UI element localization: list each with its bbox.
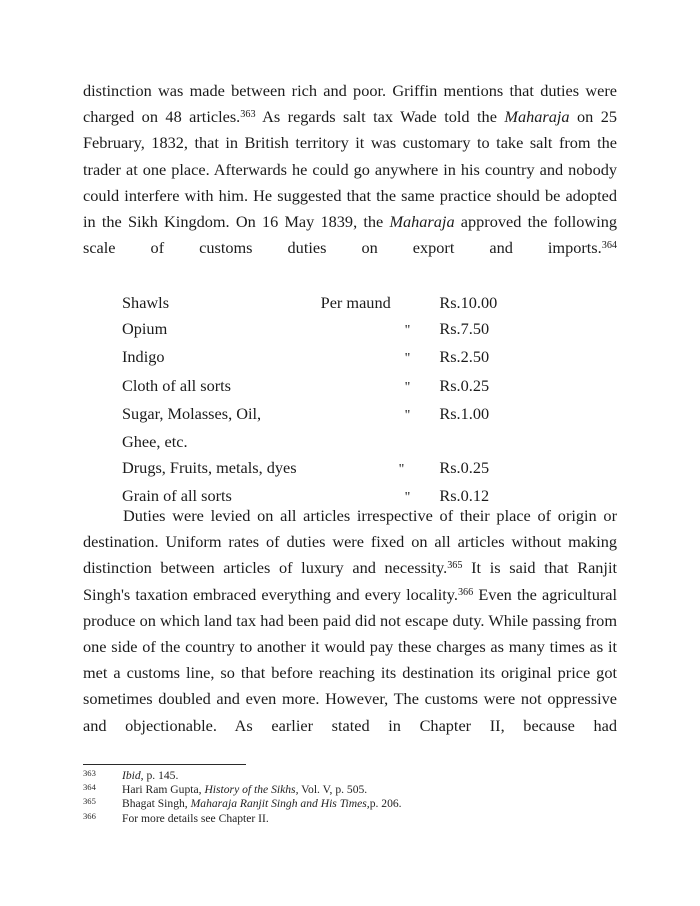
duties-table-row	[122, 429, 542, 455]
footnote-number: 364	[83, 782, 96, 793]
duties-table-row	[122, 344, 542, 372]
duty-item-label: Ghee, etc.	[122, 432, 188, 452]
duty-amount: Rs.0.25	[439, 375, 490, 395]
footnote-reference: 364	[601, 240, 617, 252]
ditto-mark: "	[404, 351, 411, 367]
footnotes-block	[83, 769, 617, 826]
duty-item-label: Cloth of all sorts	[122, 375, 231, 395]
customs-duties-table	[122, 290, 542, 512]
footnote-entry	[83, 783, 617, 797]
duties-table-row	[122, 373, 542, 401]
duty-amount	[439, 429, 542, 455]
footnote-entry	[83, 769, 617, 783]
duty-amount: Rs.7.50	[439, 319, 490, 339]
duties-table-row	[122, 455, 542, 483]
duty-unit	[321, 401, 440, 429]
duties-table-row	[122, 401, 542, 429]
unit-text: Per maund	[320, 293, 391, 312]
duty-item-label: Opium	[122, 319, 168, 339]
footnote-number: 363	[83, 768, 96, 778]
paragraph-1: distinction was made between rich and poor. Griffin mentions that duties were charged on 48 articles.$^{363}$ As regards salt tax Wade told the Maharaja on 25 February, 1832, that in British territory it was customary to take salt from the trader at one place. Afterwards he could go anywhere in his country and nobody could interfere with him. He suggested that the same practice should be adopted in the Sikh Kingdom. On 16 May 1839, the Maharaja approved the following scale of customs duties on export and imports.$^{364}$	[83, 81, 617, 258]
italic-text: Maharaja	[389, 212, 455, 232]
duty-unit	[321, 429, 440, 455]
italic-text: History of the Sikhs,	[204, 783, 299, 797]
footnote-number: 366	[83, 810, 96, 821]
ditto-mark: "	[404, 323, 411, 339]
duty-item-label: Indigo	[122, 347, 165, 367]
footnote-entry	[83, 812, 617, 826]
italic-text: Maharaja Ranjit Singh and His Times,	[190, 797, 370, 811]
duty-item-label: Shawls	[122, 293, 170, 312]
duties-table-row	[122, 290, 542, 316]
footnote-text: Hari Ram Gupta, History of the Sikhs, Vol. V, p. 505.	[122, 783, 368, 797]
duty-amount: Rs.1.00	[439, 403, 490, 423]
duty-unit	[321, 290, 440, 316]
footnote-text: For more details see Chapter II.	[122, 811, 269, 825]
ditto-mark: "	[404, 407, 411, 423]
duty-item-label: Sugar, Molasses, Oil,	[122, 403, 262, 423]
duty-unit	[321, 455, 440, 483]
ditto-mark: "	[404, 379, 411, 395]
duty-amount: Rs.0.12	[439, 486, 490, 506]
paragraph-2: Duties were levied on all articles irrespective of their place of origin or destination. Uniform rates of duties were fixed on all articles without making distinction between articles of luxury and necessity.$^{365}$ It is said that Ranjit Singh's taxation embraced everything and every locality.$^{366}$ Even the agricultural produce on which land tax had been paid did not escape duty. While passing from one side of the country to another it would pay these charges as many times as it met a customs line, so that before reaching its destination its original price got sometimes doubled and even more. However, The customs were not oppressive and objectionable. As earlier stated in Chapter II, because had	[83, 506, 618, 735]
duty-amount: Rs.2.50	[439, 347, 490, 367]
ditto-mark: "	[404, 490, 411, 506]
footnote-number: 365	[83, 796, 96, 807]
italic-text: Ibid,	[122, 769, 144, 782]
footnote-text: Bhagat Singh, Maharaja Ranjit Singh and His Times,p. 206.	[122, 797, 402, 811]
duty-unit	[321, 483, 440, 511]
duty-item-label: Grain of all sorts	[122, 486, 232, 506]
duty-unit	[321, 344, 440, 372]
footnote-text: Ibid, p. 145.	[122, 769, 179, 782]
duty-item-label: Drugs, Fruits, metals, dyes	[122, 458, 297, 478]
footnote-reference: 363	[240, 109, 256, 121]
duties-table-body	[122, 290, 542, 512]
duty-amount: Rs.10.00	[439, 293, 498, 312]
footnote-entry	[83, 797, 617, 811]
duties-table-row	[122, 316, 542, 344]
footnote-reference: 366	[457, 586, 474, 598]
duty-amount: Rs.0.25	[439, 458, 490, 478]
duties-table-row	[122, 483, 542, 511]
ditto-mark: "	[398, 462, 405, 478]
footnote-separator-rule	[83, 764, 246, 765]
footnote-reference: 365	[447, 560, 463, 572]
duty-unit	[321, 373, 440, 401]
italic-text: Maharaja	[504, 107, 570, 127]
duty-unit	[321, 316, 440, 344]
